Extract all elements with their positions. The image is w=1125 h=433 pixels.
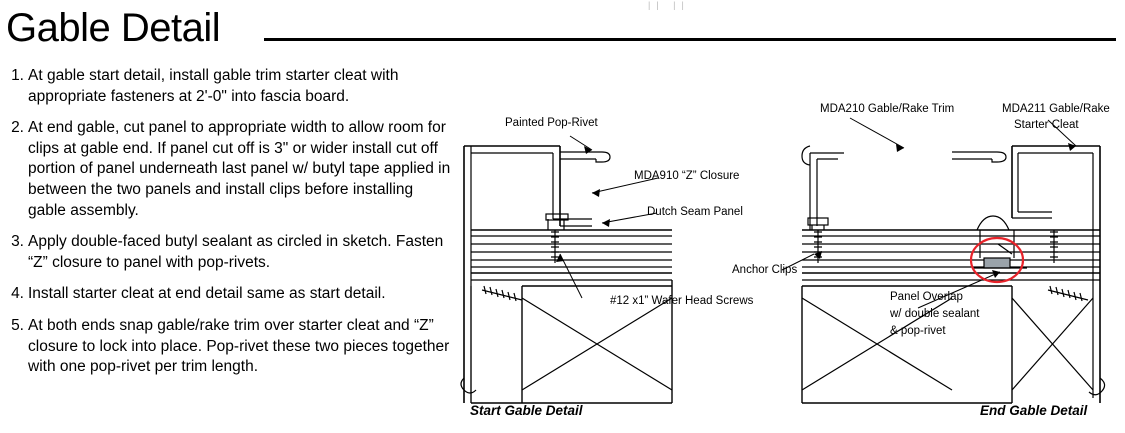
list-item-text: At both ends snap gable/rake trim over starter cleat and “Z” closure to lock into place. Pop-rivet these two pieces together with one pop-rivet per trim length. [28,316,450,376]
gable-detail-drawing [452,58,1124,430]
callout-mda211-starter-cleat-line2: Starter Cleat [1014,119,1079,131]
list-item-text: At gable start detail, install gable trim starter cleat with appropriate fasteners at 2'-0" into fascia board. [28,67,399,105]
callout-mda210-gable-rake-trim: MDA210 Gable/Rake Trim [820,103,955,115]
list-item-text: Apply double-faced butyl sealant as circled in sketch. Fasten “Z” closure to panel with pop-rivets. [28,233,444,271]
callout-panel-overlap-line1: Panel Overlap [890,291,963,303]
list-item-number: 4. [11,285,24,303]
list-item [4,232,452,273]
title-rule [264,38,1116,41]
list-item-number: 5. [11,316,24,334]
list-item [4,284,452,305]
callout-anchor-clips: Anchor Clips [732,264,798,276]
list-item [4,118,452,221]
callout-painted-pop-rivet: Painted Pop-Rivet [505,117,598,129]
list-item [4,66,452,107]
start-gable-detail-label: Start Gable Detail [470,403,583,418]
callout-dutch-seam-panel: Dutch Seam Panel [647,206,743,218]
title-block [6,6,1116,52]
list-item-text: At end gable, cut panel to appropriate width to allow room for clips at gable end. If panel cut off is 3" or wider install cut off portion of panel underneath last panel w/ butyl tape applied in between the two panels and install clips before installing gable assembly. [28,119,451,219]
end-gable-detail-label: End Gable Detail [980,403,1088,418]
list-item-number: 3. [11,233,24,251]
callout-mda211-starter-cleat-line1: MDA211 Gable/Rake [1002,103,1110,115]
callout-wafer-head-screws: #12 x1” Wafer Head Screws [610,295,754,307]
callout-panel-overlap-line2: w/ double sealant [890,308,980,320]
instruction-list [4,66,452,389]
page-title: Gable Detail [6,6,221,50]
list-item-number: 2. [11,119,24,137]
list-item-text: Install starter cleat at end detail same as start detail. [28,285,386,303]
leader-mda210 [850,118,904,148]
top-faint-marks: || || [648,0,690,10]
callout-panel-overlap-line3: & pop-rivet [890,325,946,337]
list-item [4,316,452,378]
callout-mda910-z-closure: MDA910 “Z” Closure [634,170,740,182]
list-item-number: 1. [11,67,24,84]
leader-painted-pop-rivet [570,136,592,150]
